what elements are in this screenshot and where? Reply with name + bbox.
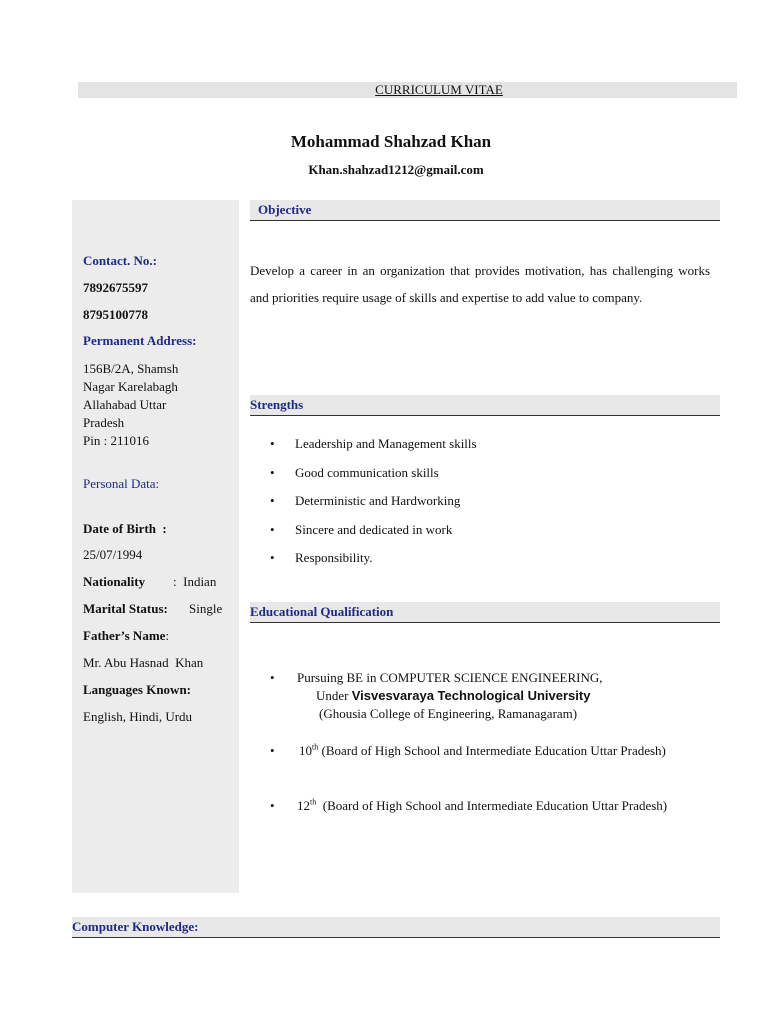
phone-secondary: 8795100778 [83, 307, 148, 322]
education-degree: Pursuing BE in COMPUTER SCIENCE ENGINEERING, [297, 670, 603, 685]
address-line: Pradesh [83, 415, 125, 430]
education-item [270, 797, 710, 837]
address-line: 156B/2A, Shamsh [83, 361, 179, 376]
education-board: (Board of High School and Intermediate Education Uttar Pradesh) [318, 743, 666, 758]
candidate-name: Mohammad Shahzad Khan [290, 132, 492, 151]
education-item [270, 742, 710, 782]
document-title: CURRICULUM VITAE [375, 82, 503, 97]
marital-status-value: Single [189, 601, 223, 616]
address-line: Allahabad Uttar [83, 397, 167, 412]
nationality-label: Nationality [83, 574, 146, 589]
father-name-label: Father’s Name [83, 628, 166, 643]
bullet: • [270, 798, 275, 813]
father-name-row [83, 628, 169, 644]
list-item: • Deterministic and Hardworking [270, 490, 710, 519]
strengths-list [270, 433, 710, 576]
education-grade: 12 [297, 798, 310, 813]
list-item: • Good communication skills [270, 462, 710, 491]
dob-label: Date of Birth : [83, 521, 167, 536]
address-label: Permanent Address: [83, 333, 197, 348]
education-university: Visvesvaraya Technological University [351, 688, 591, 703]
education-item [270, 669, 710, 725]
objective-header-bar [250, 200, 720, 221]
list-item: • Responsibility. [270, 547, 710, 576]
list-item: • Leadership and Management skills [270, 433, 710, 462]
languages-value: English, Hindi, Urdu [83, 709, 193, 724]
father-name-colon: : [165, 628, 170, 643]
education-under: Under [316, 688, 352, 703]
education-title: Educational Qualification [250, 604, 394, 619]
education-grade: 10 [299, 743, 312, 758]
education-item-text [297, 669, 707, 723]
education-grade-suffix: th [310, 797, 317, 807]
phone-primary: 7892675597 [83, 280, 148, 295]
education-board: (Board of High School and Intermediate Education Uttar Pradesh) [316, 798, 668, 813]
computer-knowledge-title: Computer Knowledge: [72, 919, 199, 934]
nationality-value: : Indian [173, 574, 217, 589]
marital-status-label: Marital Status: [83, 601, 168, 616]
education-item-text [297, 797, 707, 815]
objective-text: Develop a career in an organization that provides motivation, has challenging works and priorities require usage of skills and expertise to add value to company. [250, 263, 710, 305]
languages-label: Languages Known: [83, 682, 191, 697]
education-item-text [297, 742, 709, 760]
contact-label: Contact. No.: [83, 253, 158, 268]
list-item: • Sincere and dedicated in work [270, 519, 710, 548]
bullet: • [270, 670, 275, 685]
candidate-email: Khan.shahzad1212@gmail.com [308, 162, 484, 177]
dob-value: 25/07/1994 [83, 547, 143, 562]
address-line: Nagar Karelabagh [83, 379, 178, 394]
address-line: Pin : 211016 [83, 433, 149, 448]
strengths-header-bar [250, 395, 720, 416]
objective-title: Objective [258, 202, 312, 217]
address-block [83, 360, 239, 450]
education-grade-suffix: th [312, 742, 319, 752]
personal-data-label: Personal Data: [83, 476, 160, 491]
father-name-value: Mr. Abu Hasnad Khan [83, 655, 204, 670]
education-university-row [297, 687, 707, 705]
education-college: (Ghousia College of Engineering, Ramanagaram) [319, 706, 578, 721]
bullet: • [270, 743, 275, 758]
strengths-title: Strengths [250, 397, 304, 412]
